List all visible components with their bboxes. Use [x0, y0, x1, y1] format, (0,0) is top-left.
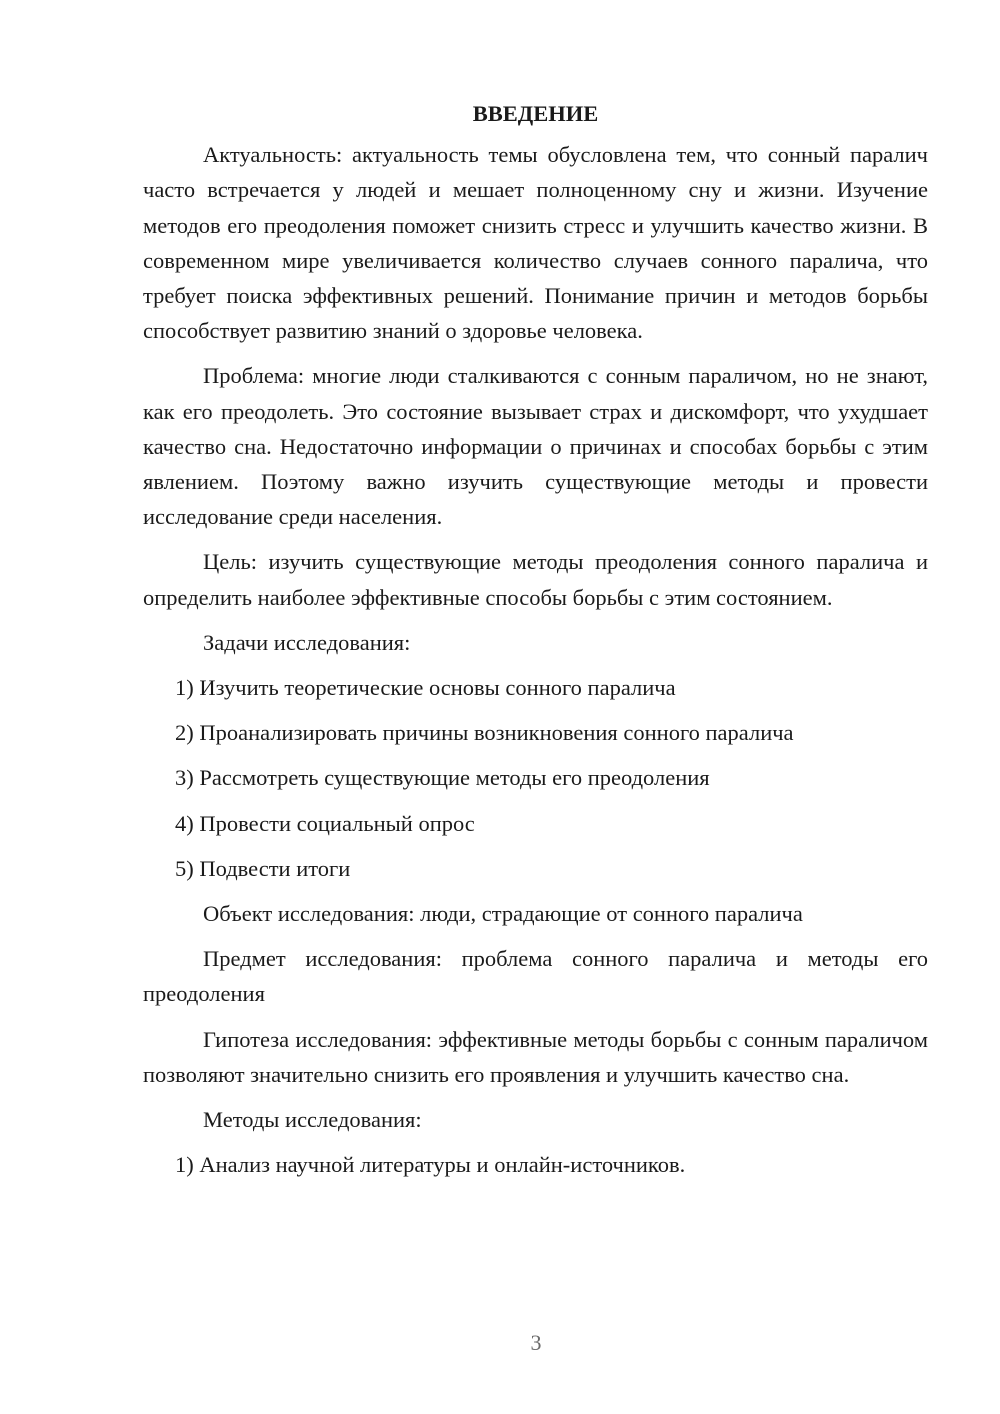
task-item: 5) Подвести итоги — [175, 855, 351, 881]
method-item: 1) Анализ научной литературы и онлайн-источников. — [175, 1152, 686, 1178]
task-item: 1) Изучить теоретические основы сонного паралича — [175, 675, 676, 701]
section-title: ВВЕДЕНИЕ — [472, 101, 599, 126]
task-item: 4) Провести социальный опрос — [175, 810, 475, 836]
page-number: 3 — [530, 1330, 542, 1355]
relevance-paragraph: Актуальность: актуальность темы обусловлена тем, что сонный паралич часто встречается у людей и мешает полноценному сну и жизни. Изучение методов его преодоления поможет снизить стресс и улучшить качество жизни. В современном мире увеличивается количество случаев сонного паралича, что требует поиска эффективных решений. Понимание причин и методов борьбы способствует развитию знаний о здоровье человека. — [143, 142, 928, 344]
methods-heading: Методы исследования: — [203, 1107, 422, 1133]
object-paragraph: Объект исследования: люди, страдающие от сонного паралича — [203, 901, 803, 927]
goal-paragraph: Цель: изучить существующие методы преодоления сонного паралича и определить наиболее эффективные способы борьбы с этим состоянием. — [143, 549, 928, 610]
task-item: 2) Проанализировать причины возникновения сонного паралича — [175, 720, 794, 746]
task-item: 3) Рассмотреть существующие методы его преодоления — [175, 765, 710, 791]
problem-paragraph: Проблема: многие люди сталкиваются с сонным параличом, но не знают, как его преодолеть. Это состояние вызывает страх и дискомфорт, что ухудшает качество сна. Недостаточно информации о причинах и способах борьбы с этим явлением. Поэтому важно изучить существующие методы и провести исследование среди населения. — [143, 363, 928, 530]
page-content — [143, 96, 928, 1192]
tasks-heading: Задачи исследования: — [203, 629, 411, 655]
subject-paragraph: Предмет исследования: проблема сонного паралича и методы его преодоления — [143, 946, 928, 1007]
hypothesis-paragraph: Гипотеза исследования: эффективные методы борьбы с сонным параличом позволяют значительно снизить его проявления и улучшить качество сна. — [143, 1026, 928, 1087]
